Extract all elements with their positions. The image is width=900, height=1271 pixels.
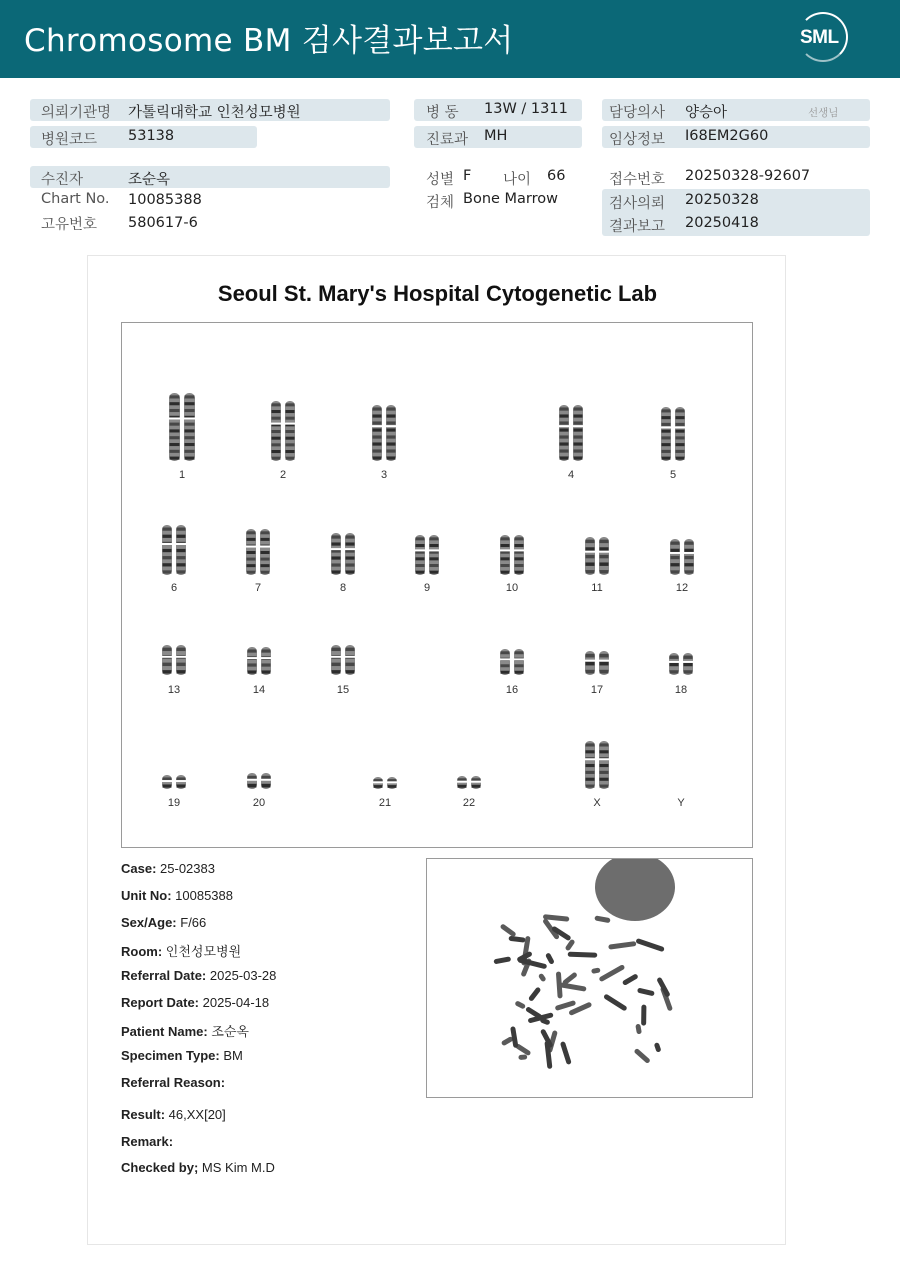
chromosome-label-9: 9: [423, 582, 431, 594]
detail-label: Remark:: [121, 1134, 174, 1149]
chromosome-pair-10: [500, 535, 524, 575]
spread-chromosome: [518, 1054, 527, 1060]
detail-row: [121, 1134, 173, 1149]
chromosome-label-y: Y: [677, 797, 685, 809]
spread-chromosome: [603, 993, 628, 1011]
ward-value: 13W / 1311: [484, 101, 568, 117]
spread-chromosome: [635, 938, 664, 952]
detail-value: 10085388: [171, 888, 233, 903]
clinical-info-value: I68EM2G60: [685, 128, 769, 144]
detail-label: Report Date:: [121, 995, 200, 1010]
chromosome-label-2: 2: [279, 469, 287, 481]
chromosome-pair-2: [271, 401, 295, 461]
age-value: 66: [547, 168, 566, 184]
chromosome-label-11: 11: [591, 582, 603, 594]
detail-label: Patient Name:: [121, 1024, 208, 1039]
chromosome-pair-20: [247, 773, 271, 789]
chromosome-pair-9: [415, 535, 439, 575]
chromosome-label-14: 14: [252, 684, 266, 696]
chromosome-pair-3: [372, 405, 396, 461]
spread-chromosome: [598, 964, 625, 982]
sex-value: F: [463, 168, 472, 184]
chromosome-label-20: 20: [252, 797, 266, 809]
detail-label: Checked by;: [121, 1160, 199, 1175]
detail-value: 46,XX[20]: [165, 1107, 226, 1122]
spread-chromosome: [560, 982, 587, 992]
metaphase-spread-graphic: [427, 859, 753, 1098]
sml-logo: [792, 12, 854, 66]
patient-label: 수진자: [41, 172, 84, 188]
spread-chromosome: [538, 973, 547, 983]
detail-row: [121, 1048, 243, 1063]
chromosome-label-19: 19: [167, 797, 181, 809]
lab-title: Seoul St. Mary's Hospital Cytogenetic Lab: [217, 281, 658, 306]
detail-label: Referral Date:: [121, 968, 207, 983]
chromosome-pair-11: [585, 537, 609, 575]
detail-row: [121, 1075, 225, 1090]
spread-chromosome: [528, 986, 542, 1002]
chart-no-label: Chart No.: [41, 191, 110, 207]
detail-label: Result:: [121, 1107, 166, 1122]
chromosome-pair-1: [169, 393, 195, 461]
chromosome-pair-14: [247, 647, 271, 675]
spread-chromosome: [635, 1024, 642, 1035]
spread-chromosome: [633, 1048, 650, 1064]
chart-no-value: 10085388: [128, 192, 202, 208]
detail-value: 2025-04-18: [199, 995, 270, 1010]
test-request-value: 20250328: [685, 192, 759, 208]
unique-no-label: 고유번호: [41, 217, 98, 233]
karyotype-panel: [121, 322, 753, 848]
spread-chromosome: [654, 1042, 662, 1053]
sex-label: 성별: [426, 172, 455, 188]
department-value: MH: [484, 128, 508, 144]
detail-value: BM: [219, 1048, 243, 1063]
patient-value: 조순옥: [128, 172, 171, 188]
receipt-no-label: 접수번호: [609, 172, 666, 188]
detail-value: 25-02383: [156, 861, 215, 876]
detail-row: [121, 995, 269, 1010]
chromosome-pair-12: [670, 539, 694, 575]
physician-value: 양승아: [685, 105, 728, 121]
chromosome-label-10: 10: [505, 582, 519, 594]
chromosome-pair-4: [559, 405, 583, 461]
detail-row: [121, 1107, 226, 1122]
spread-chromosome: [622, 973, 639, 986]
detail-label: Case:: [121, 861, 157, 876]
chromosome-pair-16: [500, 649, 524, 675]
detail-row: [121, 888, 233, 903]
age-label: 나이: [503, 172, 532, 188]
report-title: Chromosome BM 검사결과보고서: [24, 23, 514, 59]
detail-label: Sex/Age:: [121, 915, 177, 930]
specimen-label: 검체: [426, 195, 455, 211]
detail-label: Room:: [121, 944, 163, 959]
chromosome-pair-22: [457, 776, 481, 789]
interphase-nucleus: [595, 859, 675, 921]
department-label: 진료과: [426, 132, 469, 148]
specimen-value: Bone Marrow: [463, 191, 559, 207]
detail-row: [121, 968, 276, 983]
chromosome-label-5: 5: [669, 469, 677, 481]
chromosome-pair-13: [162, 645, 186, 675]
spread-chromosome: [500, 923, 517, 937]
spread-chromosome: [608, 941, 636, 950]
chromosome-pair-15: [331, 645, 355, 675]
spread-chromosome: [594, 915, 610, 923]
institution-value: 가톨릭대학교 인천성모병원: [128, 105, 301, 121]
ward-label: 병 동: [426, 105, 459, 121]
hospital-code-value: 53138: [128, 128, 175, 144]
chromosome-pair-5: [661, 407, 685, 461]
result-report-value: 20250418: [685, 215, 759, 231]
chromosome-label-7: 7: [254, 582, 262, 594]
chromosome-pair-8: [331, 533, 355, 575]
logo-text: SML: [800, 27, 839, 48]
detail-row: [121, 915, 206, 930]
chromosome-pair-17: [585, 651, 609, 675]
hospital-code-label: 병원코드: [41, 132, 98, 148]
chromosome-label-1: 1: [178, 469, 186, 481]
chromosome-pair-7: [246, 529, 270, 575]
detail-label: Referral Reason:: [121, 1075, 226, 1090]
chromosome-label-12: 12: [675, 582, 689, 594]
clinical-info-label: 임상정보: [609, 132, 666, 148]
report-header: [0, 0, 900, 78]
detail-value: 인천성모병원: [162, 944, 242, 959]
chromosome-label-8: 8: [339, 582, 347, 594]
chromosome-label-x: X: [593, 797, 601, 809]
test-request-label: 검사의뢰: [609, 196, 666, 212]
institution-label: 의뢰기관명: [41, 105, 112, 121]
metaphase-spread-image: [426, 858, 753, 1098]
spread-chromosome: [637, 987, 655, 996]
detail-row: [121, 861, 215, 876]
spread-chromosome: [501, 1036, 514, 1046]
detail-value: 2025-03-28: [206, 968, 277, 983]
chromosome-label-22: 22: [462, 797, 476, 809]
cytogenetic-report: [87, 255, 786, 1245]
chromosome-label-6: 6: [170, 582, 178, 594]
patient-field-bg: [30, 166, 390, 188]
receipt-no-value: 20250328-92607: [685, 168, 811, 184]
detail-value: 조순옥: [207, 1024, 249, 1039]
spread-chromosome: [508, 936, 525, 943]
detail-row: [121, 1021, 249, 1040]
chromosome-label-16: 16: [505, 684, 519, 696]
detail-row: [121, 941, 241, 960]
physician-suffix: 선생님: [808, 107, 839, 119]
chromosome-label-18: 18: [674, 684, 688, 696]
detail-label: Unit No:: [121, 888, 172, 903]
chromosome-pair-x: [585, 741, 609, 789]
chromosome-pair-19: [162, 775, 186, 789]
detail-label: Specimen Type:: [121, 1048, 220, 1063]
spread-chromosome: [641, 1005, 646, 1026]
chromosome-label-3: 3: [380, 469, 388, 481]
spread-chromosome: [545, 952, 555, 965]
spread-chromosome: [591, 967, 601, 974]
chromosome-label-17: 17: [590, 684, 604, 696]
spread-chromosome: [565, 939, 576, 952]
chromosome-label-21: 21: [378, 797, 392, 809]
spread-chromosome: [568, 952, 598, 958]
detail-value: F/66: [176, 915, 207, 930]
chromosome-pair-18: [669, 653, 693, 675]
detail-value: MS Kim M.D: [198, 1160, 275, 1175]
physician-label: 담당의사: [609, 105, 666, 121]
chromosome-pair-6: [162, 525, 186, 575]
spread-chromosome: [493, 956, 511, 964]
detail-row: [121, 1160, 275, 1175]
chromosome-pair-21: [373, 777, 397, 789]
chromosome-label-15: 15: [336, 684, 350, 696]
result-report-label: 결과보고: [609, 219, 666, 235]
unique-no-value: 580617-6: [128, 215, 198, 231]
spread-chromosome: [514, 1000, 526, 1009]
chromosome-label-13: 13: [167, 684, 181, 696]
spread-chromosome: [560, 1041, 572, 1065]
chromosome-label-4: 4: [567, 469, 575, 481]
